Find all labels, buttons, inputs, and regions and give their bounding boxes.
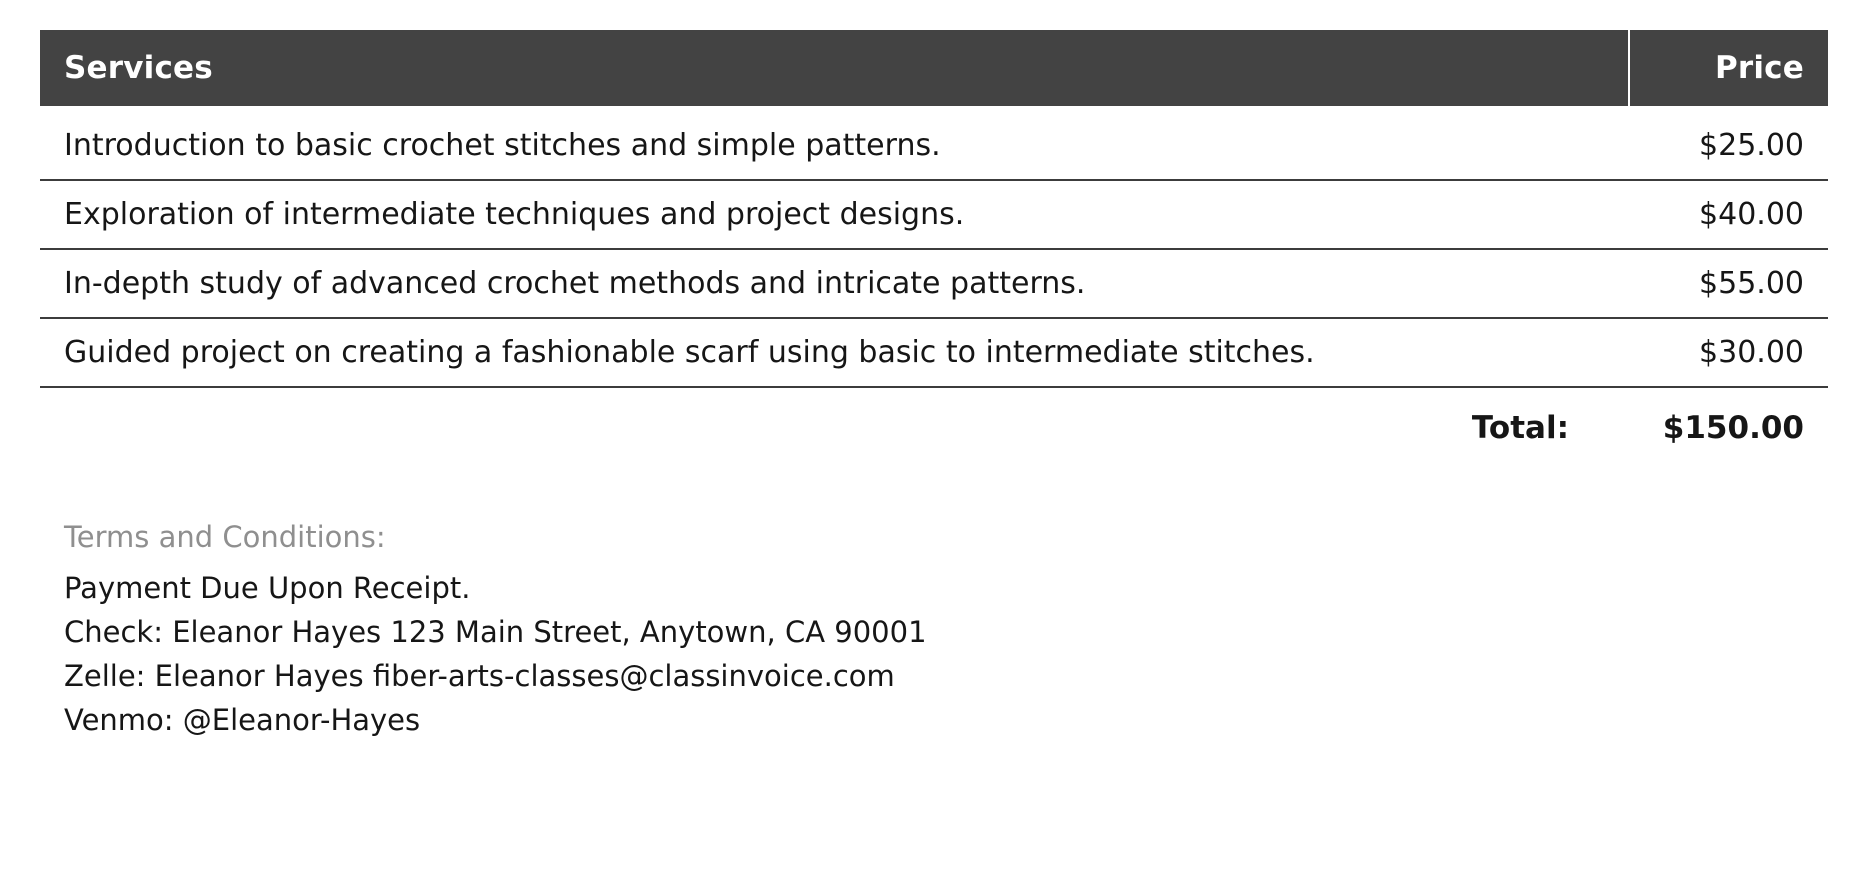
table-body: [40, 106, 1828, 462]
terms-and-conditions: [40, 520, 1828, 742]
service-description: In-depth study of advanced crochet methods and intricate patterns.: [40, 249, 1629, 318]
terms-line-venmo: Venmo: @Eleanor-Hayes: [64, 703, 421, 738]
table-header: [40, 30, 1828, 106]
service-price: $55.00: [1629, 249, 1828, 318]
service-description: Guided project on creating a fashionable scarf using basic to intermediate stitches.: [40, 318, 1629, 387]
table-header-row: [40, 30, 1828, 106]
total-amount: $150.00: [1662, 410, 1804, 446]
column-header-price: Price: [1629, 30, 1828, 106]
table-row: [40, 318, 1828, 387]
service-price: $40.00: [1629, 180, 1828, 249]
service-price: $30.00: [1629, 318, 1828, 387]
terms-title: Terms and Conditions:: [64, 520, 386, 554]
total-label: Total:: [1471, 410, 1569, 446]
terms-line-zelle: Zelle: Eleanor Hayes fiber-arts-classes@classinvoice.com: [64, 659, 895, 694]
service-price: $25.00: [1629, 106, 1828, 180]
terms-line-check: Check: Eleanor Hayes 123 Main Street, Anytown, CA 90001: [64, 615, 927, 650]
total-row: [40, 387, 1828, 462]
service-description: Exploration of intermediate techniques and project designs.: [40, 180, 1629, 249]
table-row: [40, 106, 1828, 180]
column-header-services: Services: [40, 30, 1629, 106]
terms-line-payment: Payment Due Upon Receipt.: [64, 571, 471, 605]
table-row: [40, 249, 1828, 318]
services-table: [40, 30, 1828, 462]
table-row: [40, 180, 1828, 249]
service-description: Introduction to basic crochet stitches and simple patterns.: [40, 106, 1629, 180]
